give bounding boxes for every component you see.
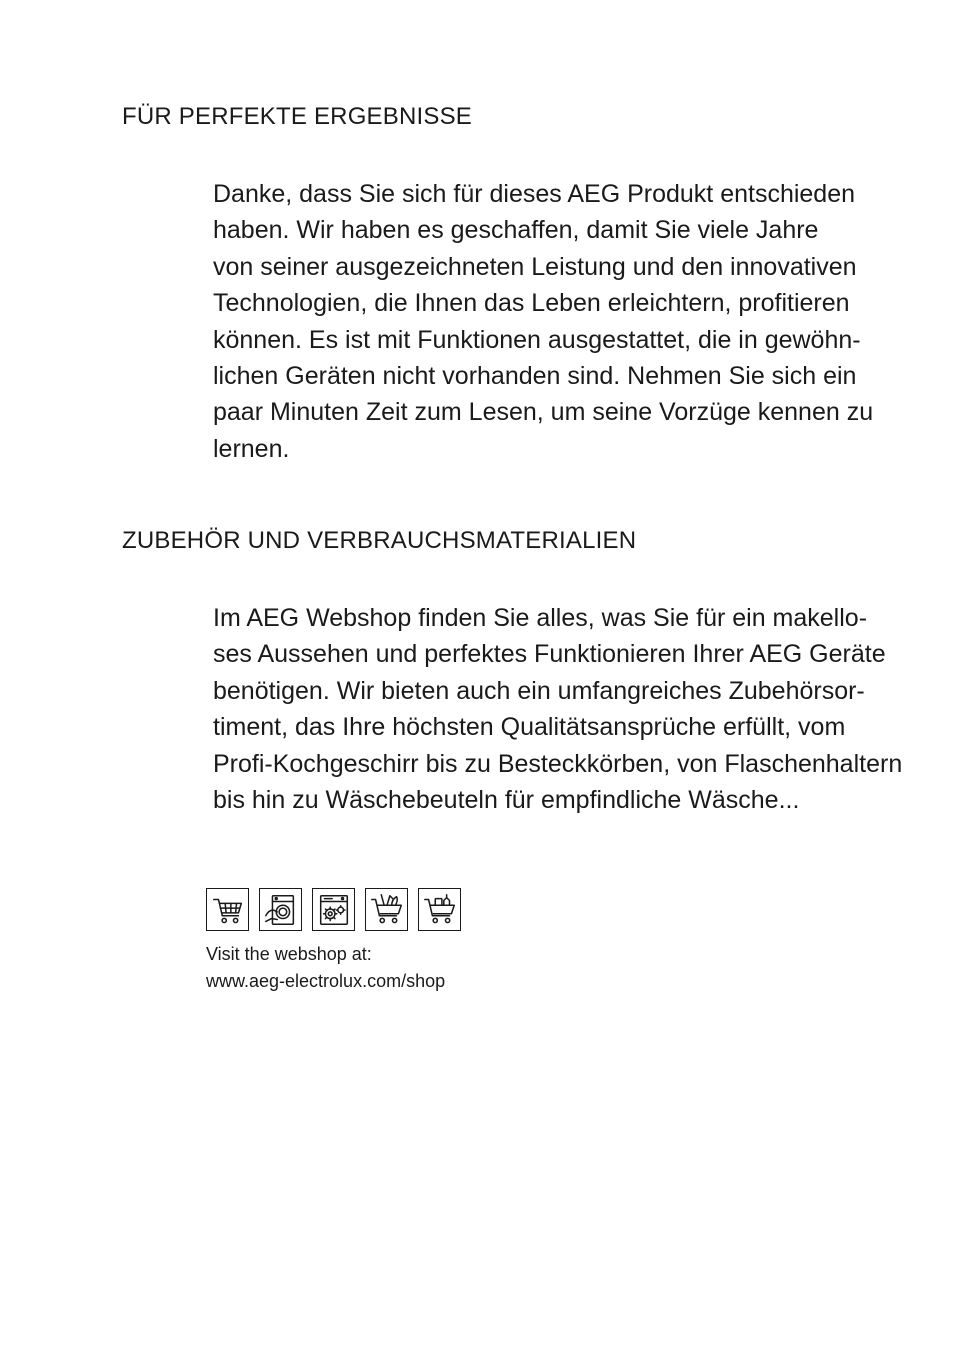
- accessories-paragraph: [213, 600, 903, 818]
- paragraph-line: paar Minuten Zeit zum Lesen, um seine Vorzüge kennen zu: [213, 398, 874, 427]
- intro-paragraph: [213, 176, 903, 467]
- section-heading-results: FÜR PERFEKTE ERGEBNISSE: [122, 103, 472, 130]
- webshop-visit-label: Visit the webshop at:: [206, 944, 372, 964]
- paragraph-line: haben. Wir haben es geschaffen, damit Sie viele Jahre: [213, 216, 819, 245]
- paragraph-line: benötigen. Wir bieten auch ein umfangreiches Zubehörsor-: [213, 676, 865, 705]
- paragraph-line: bis hin zu Wäschebeuteln für empfindliche Wäsche...: [213, 786, 800, 815]
- oven-gear-icon: [312, 888, 355, 931]
- paragraph-line: Danke, dass Sie sich für dieses AEG Produkt entschieden: [213, 180, 856, 208]
- webshop-icon-row: [206, 888, 461, 931]
- cart-kitchen-tools-icon: [365, 888, 408, 931]
- webshop-url[interactable]: www.aeg-electrolux.com/shop: [206, 971, 446, 991]
- cart-detergent-icon: [418, 888, 461, 931]
- paragraph-line: timent, das Ihre höchsten Qualitätsansprüche erfüllt, vom: [213, 713, 846, 742]
- paragraph-line: lichen Geräten nicht vorhanden sind. Nehmen Sie sich ein: [213, 362, 857, 391]
- section-heading-accessories: ZUBEHÖR UND VERBRAUCHSMATERIALIEN: [122, 527, 637, 554]
- shopping-cart-icon: [206, 888, 249, 931]
- paragraph-line: ses Aussehen und perfektes Funktionieren Ihrer AEG Geräte: [213, 640, 886, 669]
- paragraph-line: Technologien, die Ihnen das Leben erleichtern, profitieren: [213, 289, 850, 318]
- paragraph-line: Profi-Kochgeschirr bis zu Besteckkörben, von Flaschenhaltern: [213, 749, 903, 778]
- washing-machine-icon: [259, 888, 302, 931]
- paragraph-line: können. Es ist mit Funktionen ausgestattet, die in gewöhn-: [213, 325, 861, 354]
- paragraph-line: lernen.: [213, 434, 290, 463]
- webshop-info: [206, 941, 445, 995]
- paragraph-line: Im AEG Webshop finden Sie alles, was Sie für ein makello-: [213, 604, 868, 632]
- paragraph-line: von seiner ausgezeichneten Leistung und den innovativen: [213, 252, 857, 281]
